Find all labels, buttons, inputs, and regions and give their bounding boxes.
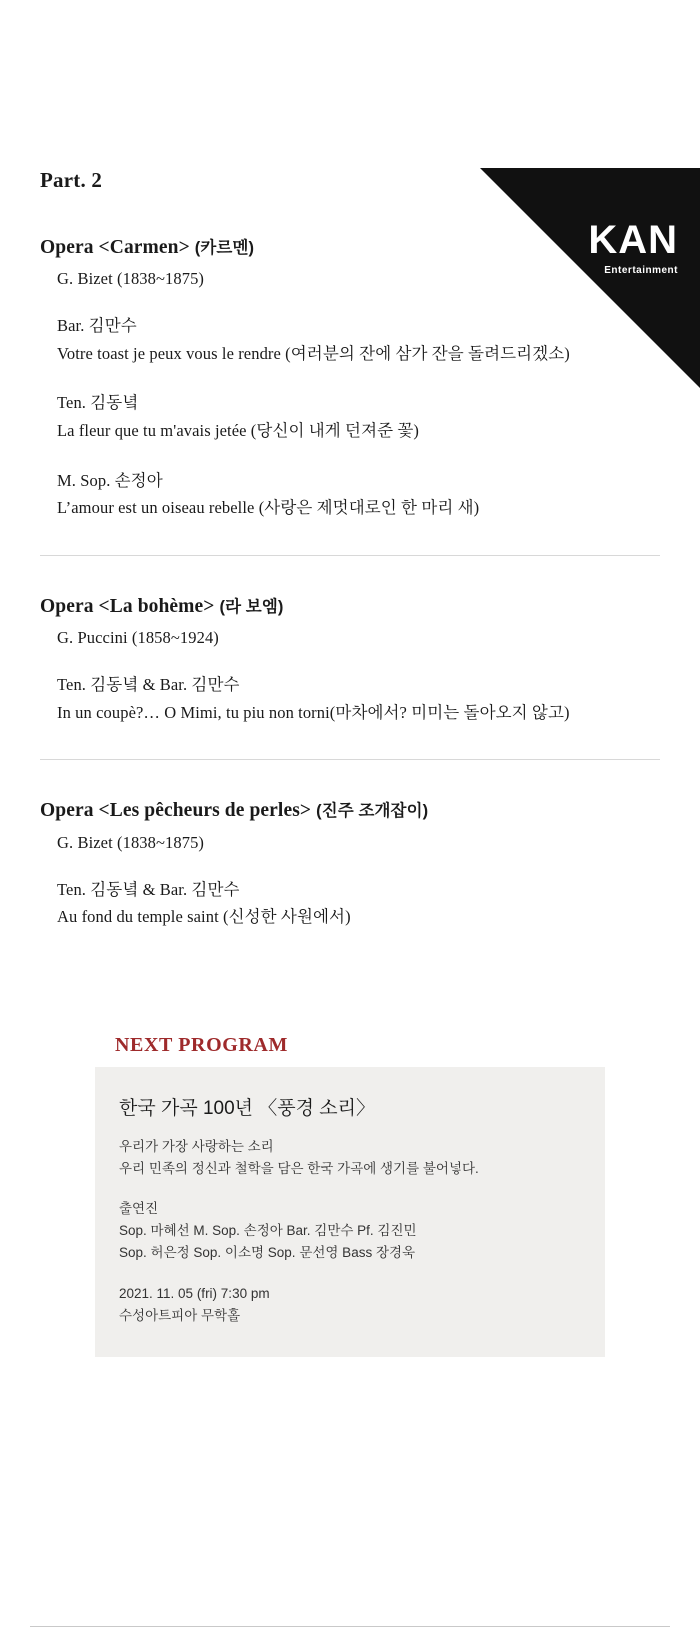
piece-performer: Ten. 김동녘 & Bar. 김만수 <box>57 675 240 695</box>
program-title-main: Opera <Les pêcheurs de perles> <box>40 800 312 822</box>
piece-title: Au fond du temple saint (신성한 사원에서) <box>57 907 351 927</box>
footer-divider <box>30 1626 670 1627</box>
next-program-desc-line1: 우리가 가장 사랑하는 소리 <box>119 1138 274 1154</box>
section-divider <box>40 555 660 556</box>
program-title <box>40 235 660 260</box>
piece-title: Votre toast je peux vous le rendre (여러분의 잔에 삼가 잔을 돌려드리겠소) <box>57 343 570 363</box>
next-program-card <box>95 1067 605 1357</box>
piece-title: In un coupè?… O Mimi, tu piu non torni(마차에서? 미미는 돌아오지 않고) <box>57 702 570 722</box>
program-title-main: Opera <La bohème> <box>40 595 215 617</box>
cast-label: 출연진 <box>119 1201 159 1217</box>
program-piece <box>40 672 660 725</box>
program-piece <box>40 390 660 443</box>
program-title-main: Opera <Carmen> <box>40 237 190 258</box>
piece-performer: Bar. 김만수 <box>57 316 137 336</box>
next-program-schedule <box>119 1283 581 1327</box>
program-page <box>0 168 700 1357</box>
piece-performer: Ten. 김동녘 <box>57 393 139 413</box>
next-program-heading: NEXT PROGRAM <box>115 1033 288 1056</box>
piece-title: L’amour est un oiseau rebelle (사랑은 제멋대로인 한 마리 새) <box>57 498 480 518</box>
kan-logo-subtitle: Entertainment <box>604 265 678 276</box>
program-piece <box>40 468 660 521</box>
program-title <box>40 798 660 823</box>
program-title-kr: (카르멘) <box>194 239 255 257</box>
piece-performer: Ten. 김동녘 & Bar. 김만수 <box>57 879 240 899</box>
next-program-cast <box>119 1198 581 1264</box>
next-program-desc-line2: 우리 민족의 정신과 철학을 담은 한국 가곡에 생기를 불어넣다. <box>119 1160 479 1176</box>
kan-logo-text: KAN <box>588 218 678 262</box>
next-program-datetime: 2021. 11. 05 (fri) 7:30 pm <box>119 1285 270 1301</box>
piece-performer: M. Sop. 손정아 <box>57 470 163 490</box>
program-block <box>40 798 660 929</box>
program-piece <box>40 877 660 930</box>
piece-title: La fleur que tu m'avais jetée (당신이 내게 던져준 꽃) <box>57 421 420 441</box>
next-program-title: 한국 가곡 100년 〈풍경 소리〉 <box>119 1097 376 1119</box>
program-block <box>40 235 660 521</box>
program-block <box>40 594 660 725</box>
program-composer: G. Bizet (1838~1875) <box>57 832 205 852</box>
program-title <box>40 594 660 619</box>
part-label: Part. 2 <box>40 168 103 192</box>
program-piece <box>40 313 660 366</box>
program-title-kr: (진주 조개잡이) <box>316 802 429 821</box>
next-program-venue: 수성아트피아 무학홀 <box>119 1307 241 1323</box>
section-divider <box>40 759 660 760</box>
cast-line2: Sop. 허은정 Sop. 이소명 Sop. 문선영 Bass 장경욱 <box>119 1245 416 1261</box>
program-composer: G. Bizet (1838~1875) <box>57 269 205 289</box>
program-composer: G. Puccini (1858~1924) <box>57 628 219 648</box>
program-title-kr: (라 보엠) <box>219 597 284 616</box>
cast-line1: Sop. 마혜선 M. Sop. 손정아 Bar. 김만수 Pf. 김진민 <box>119 1223 417 1239</box>
next-program-section <box>40 1034 660 1357</box>
